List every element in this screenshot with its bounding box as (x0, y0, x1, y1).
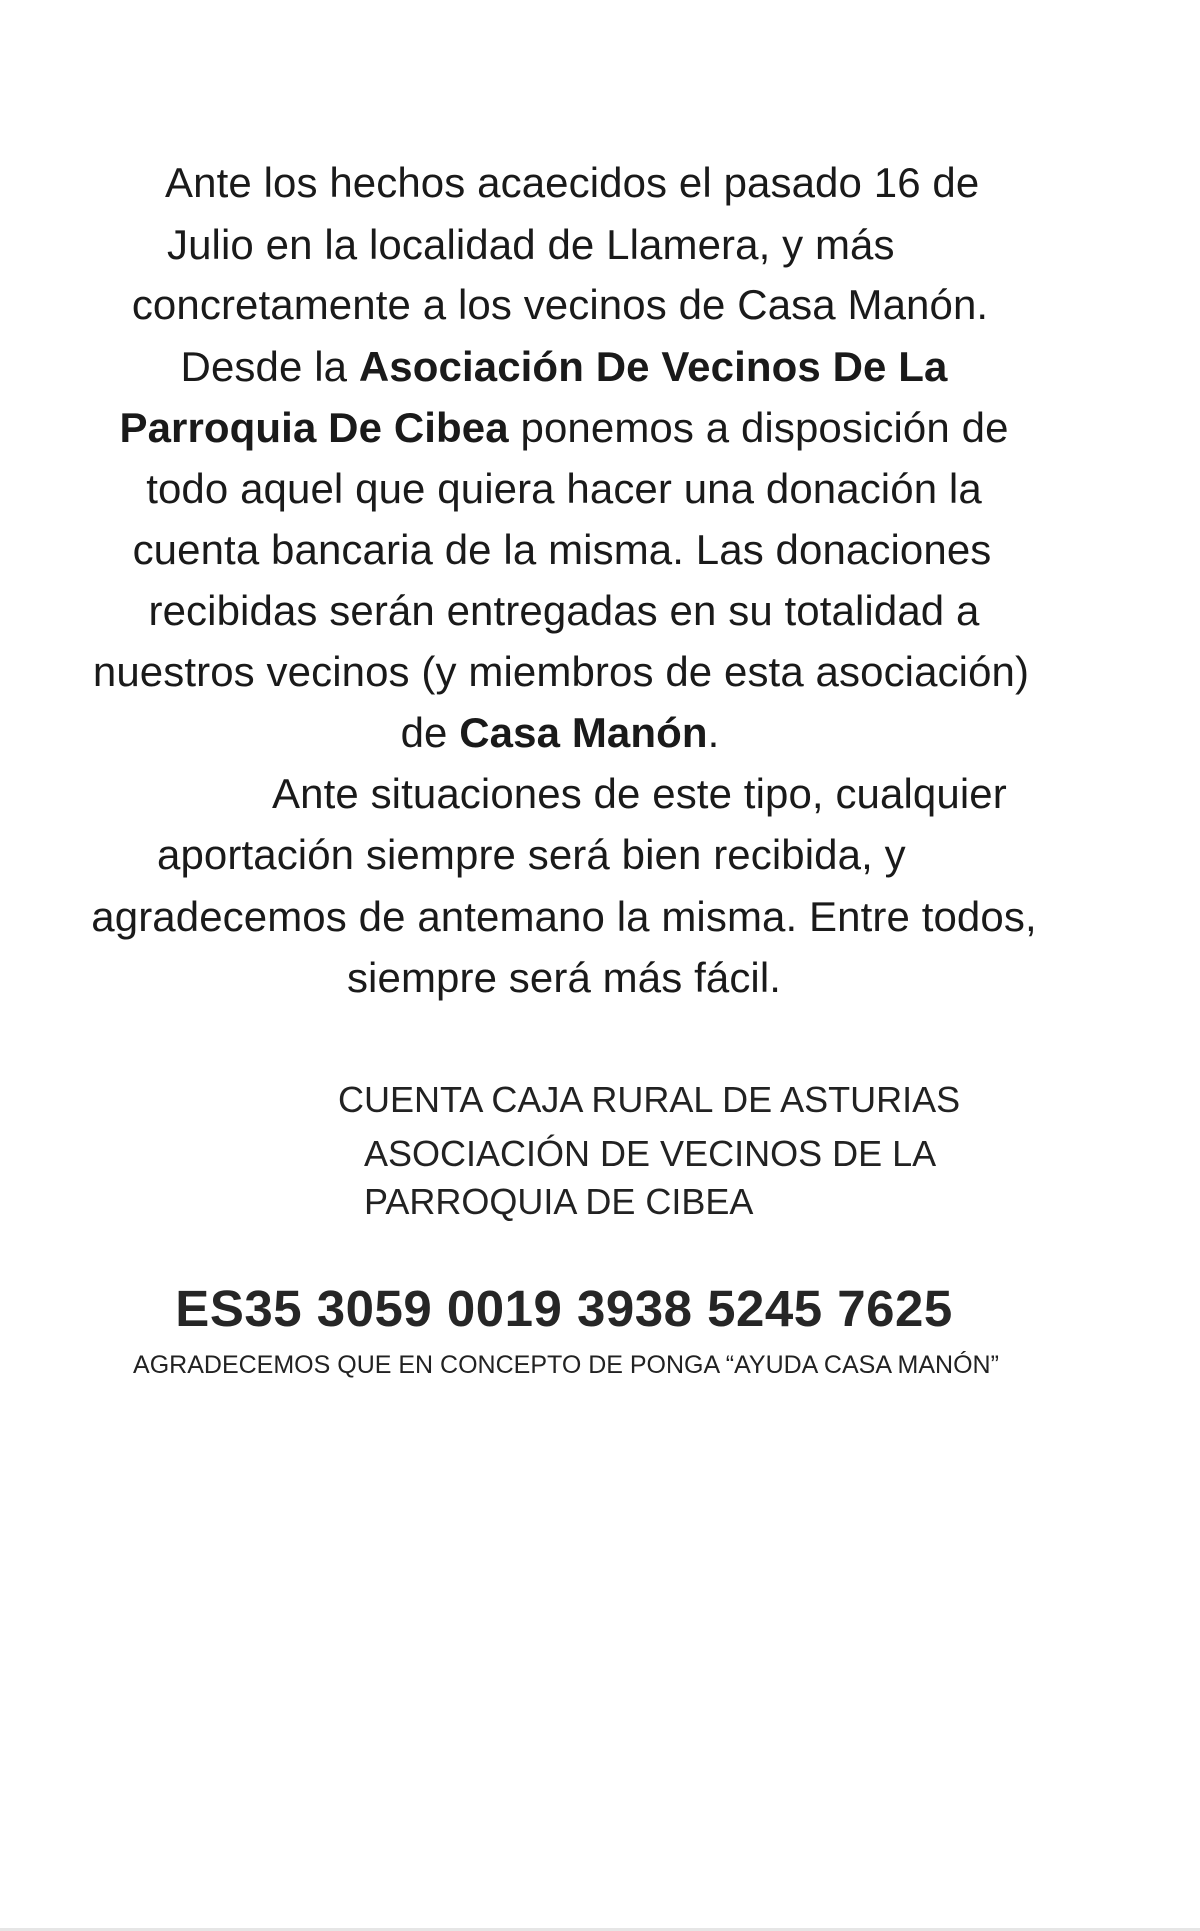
text: Julio en la localidad de Llamera, y más (167, 221, 895, 268)
paragraph-1-line-6 (0, 465, 1164, 512)
text: agradecemos de antemano la misma. Entre todos, (91, 893, 1037, 940)
paragraph-2-line-2 (157, 831, 1200, 878)
paragraph-1-line-2 (167, 221, 1200, 268)
text: de (400, 709, 460, 756)
text: nuestros vecinos (y miembros de esta asociación) (92, 648, 1030, 695)
paragraph-2-line-4 (0, 954, 1164, 1001)
text: AGRADECEMOS QUE EN CONCEPTO DE PONGA “AYUDA CASA MANÓN” (133, 1351, 999, 1379)
paragraph-1-line-5 (0, 404, 1164, 451)
text: PARROQUIA DE CIBEA (364, 1181, 754, 1222)
paragraph-1-line-4 (0, 343, 1164, 390)
text: todo aquel que quiera hacer una donación la (146, 465, 982, 512)
paragraph-1-line-9 (0, 648, 1161, 695)
paragraph-2-line-1 (272, 770, 1200, 817)
paragraph-2-line-3 (0, 893, 1164, 940)
text: . (707, 709, 720, 756)
text: Ante los hechos acaecidos el pasado 16 de (165, 159, 980, 206)
text: cuenta bancaria de la misma. Las donaciones (132, 526, 992, 573)
paragraph-1-line-10 (0, 709, 1160, 756)
paragraph-1-line-8 (0, 587, 1164, 634)
text: ASOCIACIÓN DE VECINOS DE LA (364, 1133, 937, 1174)
transfer-concept-note (0, 1353, 1166, 1378)
iban-number (0, 1280, 1164, 1337)
account-holder-line-2 (364, 1181, 1200, 1222)
family-name: Casa Manón (459, 709, 708, 756)
text: ponemos a disposición de (508, 404, 1009, 451)
parish-name: Parroquia De Cibea (119, 404, 509, 451)
text: Desde la (180, 343, 359, 390)
paragraph-1-line-3 (0, 281, 1160, 328)
text: CUENTA CAJA RURAL DE ASTURIAS (338, 1079, 961, 1120)
paragraph-1-line-7 (0, 526, 1162, 573)
association-name: Asociación De Vecinos De La (358, 343, 948, 390)
account-holder-line-1 (364, 1133, 1200, 1174)
text: concretamente a los vecinos de Casa Manón. (131, 281, 989, 328)
text: ES35 3059 0019 3938 5245 7625 (175, 1280, 953, 1337)
text: Ante situaciones de este tipo, cualquier (272, 770, 1007, 817)
text: aportación siempre será bien recibida, y (157, 831, 906, 878)
text: siempre será más fácil. (346, 954, 782, 1001)
paragraph-1-line-1 (165, 159, 1200, 206)
text: recibidas serán entregadas en su totalidad a (148, 587, 980, 634)
bank-name (338, 1079, 1200, 1120)
